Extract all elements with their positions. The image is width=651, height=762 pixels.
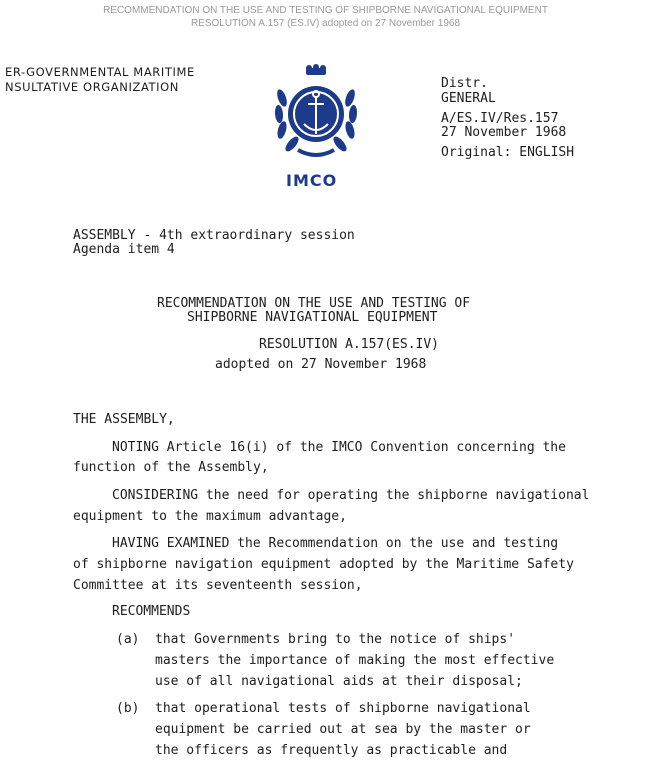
page-header-line-1: RECOMMENDATION ON THE USE AND TESTING OF SHIPBORNE NAVIGATIONAL EQUIPMENT bbox=[103, 5, 548, 16]
organization-name-line-2: NSULTATIVE ORGANIZATION bbox=[5, 80, 179, 94]
session-line-1: ASSEMBLY - 4th extraordinary session bbox=[73, 228, 355, 243]
title-line-1: RECOMMENDATION ON THE USE AND TESTING OF bbox=[157, 296, 471, 311]
original-language: Original: ENGLISH bbox=[441, 145, 575, 160]
item-b-line-1: that operational tests of shipborne navigational bbox=[155, 701, 531, 716]
adopted-date: adopted on 27 November 1968 bbox=[215, 357, 427, 372]
document-number: A/ES.IV/Res.157 bbox=[441, 111, 559, 126]
distr-label: Distr. bbox=[441, 76, 488, 91]
item-b-line-2: equipment be carried out at sea by the master or bbox=[155, 722, 531, 737]
noting-line-2: function of the Assembly, bbox=[73, 460, 269, 475]
noting-line-1: NOTING Article 16(i) of the IMCO Convention concerning the bbox=[112, 440, 566, 455]
recommends-heading: RECOMMENDS bbox=[112, 604, 191, 619]
document-date: 27 November 1968 bbox=[441, 125, 567, 140]
item-b-marker: (b) bbox=[116, 701, 140, 716]
imco-logo-text: IMCO bbox=[286, 171, 338, 190]
resolution-number: RESOLUTION A.157(ES.IV) bbox=[259, 337, 440, 352]
organization-name-line-1: ER-GOVERNMENTAL MARITIME bbox=[5, 65, 195, 79]
having-examined-line-3: Committee at its seventeenth session, bbox=[73, 578, 363, 593]
item-a-marker: (a) bbox=[116, 632, 140, 647]
having-examined-line-1: HAVING EXAMINED the Recommendation on the use and testing bbox=[112, 536, 559, 551]
distr-general: GENERAL bbox=[441, 91, 496, 106]
considering-line-2: equipment to the maximum advantage, bbox=[73, 509, 347, 524]
item-b-line-3: the officers as frequently as practicable and bbox=[155, 743, 508, 758]
item-a-line-3: use of all navigational aids at their disposal; bbox=[155, 674, 523, 689]
having-examined-line-2: of shipborne navigation equipment adopted by the Maritime Safety bbox=[73, 557, 574, 572]
item-a-line-2: masters the importance of making the most effective bbox=[155, 653, 555, 668]
item-a-line-1: that Governments bring to the notice of ships' bbox=[155, 632, 516, 647]
session-line-2: Agenda item 4 bbox=[73, 242, 175, 257]
title-line-2: SHIPBORNE NAVIGATIONAL EQUIPMENT bbox=[187, 310, 438, 325]
assembly-heading: THE ASSEMBLY, bbox=[73, 412, 175, 427]
considering-line-1: CONSIDERING the need for operating the shipborne navigational bbox=[112, 488, 590, 503]
page-header-line-2: RESOLUTION A.157 (ES.IV) adopted on 27 November 1968 bbox=[190, 18, 461, 29]
imco-emblem-icon bbox=[268, 64, 364, 162]
